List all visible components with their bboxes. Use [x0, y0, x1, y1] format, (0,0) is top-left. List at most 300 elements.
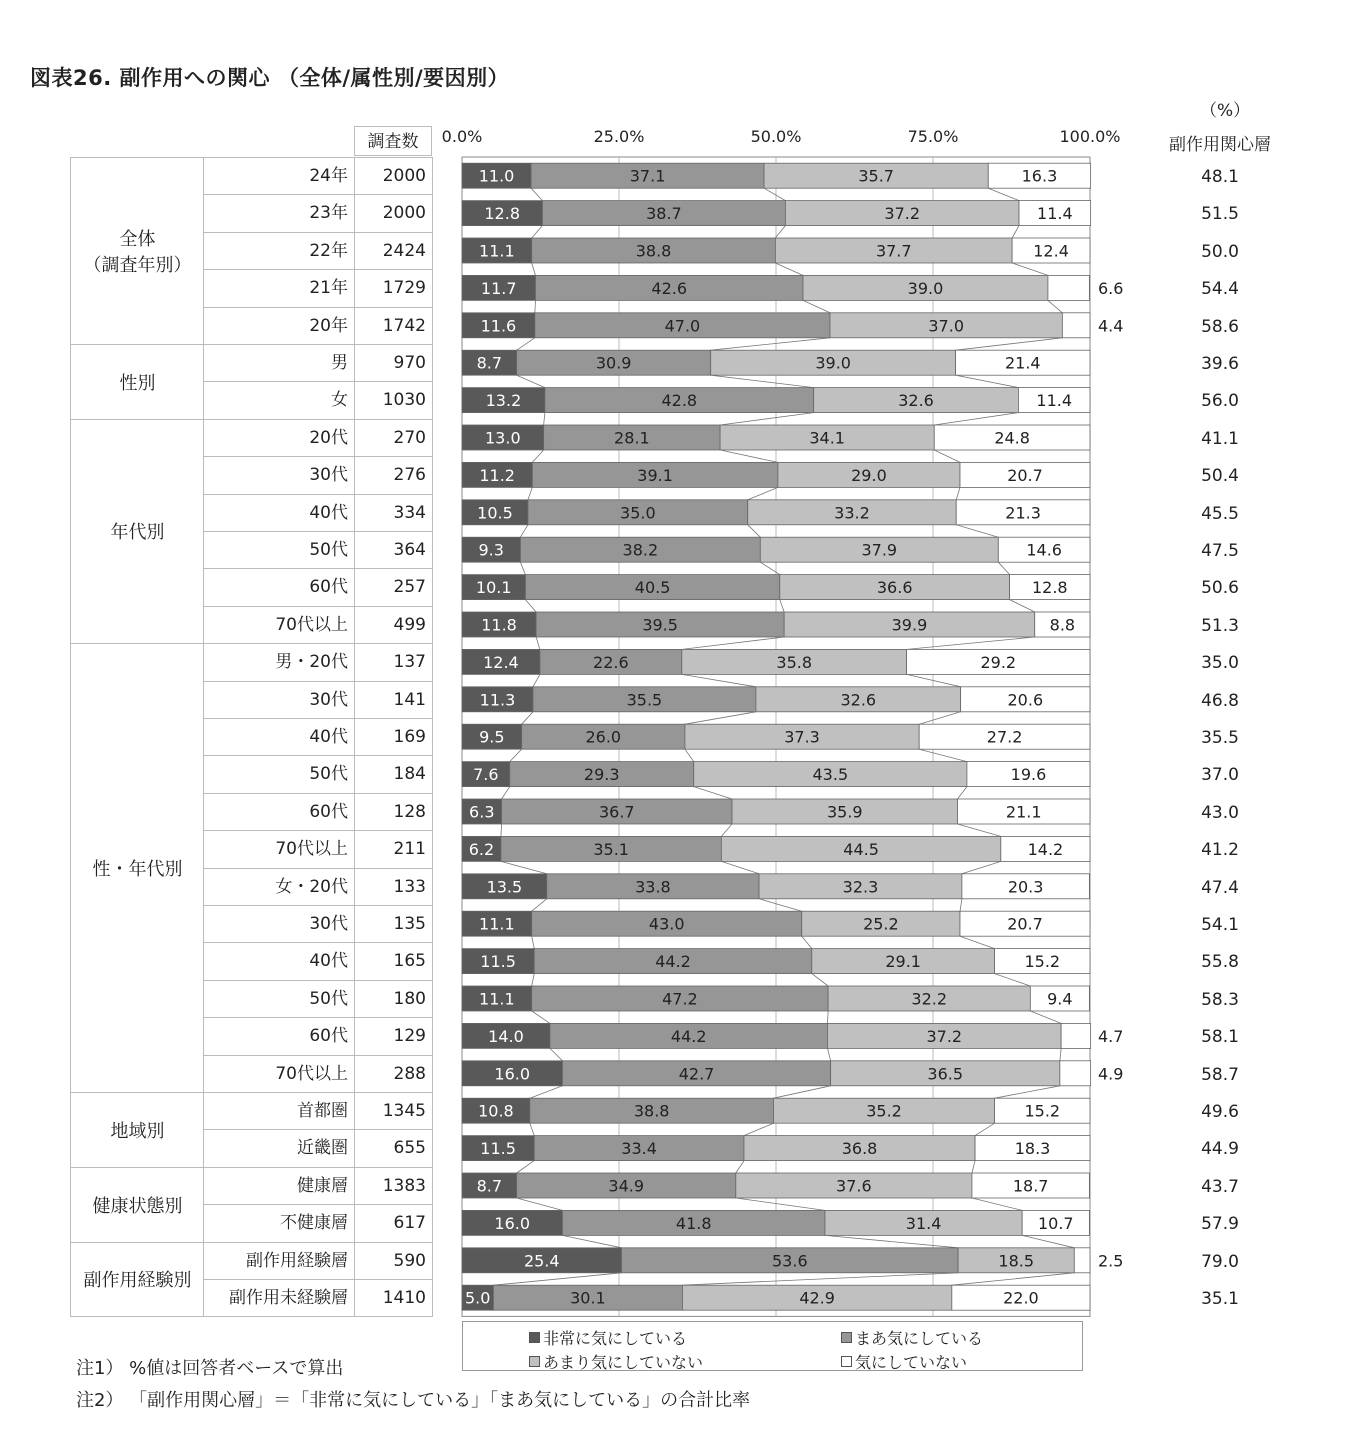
data-label-somewhat: 39.1: [637, 465, 673, 485]
data-label-notmuch: 35.2: [866, 1101, 902, 1121]
connector-line: [711, 375, 814, 387]
connector-line: [720, 413, 814, 425]
connector-line: [720, 450, 778, 462]
data-label-very: 11.5: [480, 1139, 516, 1159]
data-label-somewhat: 29.3: [583, 765, 620, 785]
note-1: 注1） %値は回答者ベースで算出: [76, 1358, 344, 1379]
data-label-somewhat: 42.6: [651, 278, 688, 298]
data-label-not: 20.6: [1007, 690, 1044, 710]
sample-size: 1383: [354, 1167, 433, 1205]
connector-line: [533, 674, 540, 686]
category-label: 女: [203, 381, 355, 419]
concern-value: 41.1: [1201, 428, 1239, 449]
data-label-somewhat: 43.0: [648, 914, 685, 934]
data-label-not: 2.5: [1098, 1251, 1124, 1271]
data-label-not: 10.7: [1037, 1213, 1074, 1233]
data-label-not: 21.3: [1005, 503, 1041, 523]
data-label-very: 14.0: [488, 1026, 524, 1046]
sample-size: 276: [354, 456, 433, 494]
data-label-not: 18.7: [1012, 1176, 1049, 1196]
data-label-notmuch: 25.2: [863, 914, 899, 934]
connector-line: [532, 263, 536, 275]
group-label-line: （調査年別）: [83, 255, 192, 276]
connector-line: [934, 413, 1018, 425]
data-label-not: 11.4: [1037, 204, 1073, 224]
concern-value: 56.0: [1201, 391, 1239, 412]
connector-line: [721, 861, 759, 873]
concern-value: 51.3: [1201, 615, 1239, 636]
data-label-notmuch: 31.4: [905, 1213, 942, 1233]
concern-value: 39.6: [1201, 354, 1239, 374]
connector-line: [957, 787, 966, 799]
connector-line: [532, 936, 535, 948]
data-label-somewhat: 35.0: [620, 503, 656, 523]
data-label-notmuch: 18.5: [998, 1251, 1035, 1271]
category-label: 男: [203, 344, 355, 382]
sample-size: 617: [354, 1204, 433, 1242]
connector-line: [711, 338, 830, 350]
connector-line: [780, 600, 784, 612]
data-label-somewhat: 26.0: [585, 727, 622, 747]
data-label-somewhat: 38.8: [635, 241, 672, 261]
connector-line: [562, 1235, 621, 1247]
sample-size: 1030: [354, 381, 433, 419]
sample-size: 1345: [354, 1092, 433, 1130]
data-label-very: 12.4: [483, 652, 519, 672]
connector-line: [522, 712, 533, 724]
concern-value: 37.0: [1201, 765, 1239, 786]
connector-line: [995, 1086, 1060, 1098]
sample-size: 499: [354, 606, 433, 644]
category-label: 不健康層: [203, 1204, 355, 1242]
concern-value: 57.9: [1201, 1214, 1239, 1235]
concern-value: 50.0: [1201, 241, 1239, 262]
category-label: 23年: [203, 194, 355, 232]
data-label-very: 11.3: [479, 690, 516, 710]
data-label-somewhat: 33.8: [635, 877, 671, 897]
data-label-not: 8.8: [1049, 615, 1076, 635]
connector-line: [744, 1123, 774, 1135]
data-label-very: 9.5: [479, 727, 505, 747]
group-label-line: 年代別: [110, 522, 165, 544]
data-label-somewhat: 44.2: [670, 1026, 707, 1046]
sample-size: 169: [354, 718, 433, 756]
data-label-notmuch: 37.2: [884, 204, 921, 224]
connector-line: [510, 749, 522, 761]
category-label: 20代: [203, 419, 355, 457]
connector-line: [764, 188, 785, 200]
data-label-not: 29.2: [980, 652, 1017, 672]
data-label-very: 11.8: [481, 615, 517, 635]
data-label-very: 11.7: [480, 278, 517, 298]
legend-item-very: [529, 1326, 687, 1349]
connector-line: [493, 1273, 621, 1285]
category-label: 健康層: [203, 1167, 355, 1205]
sample-size: 1742: [354, 307, 433, 345]
connector-line: [972, 1161, 975, 1173]
data-label-not: 21.4: [1004, 353, 1041, 373]
legend-label-somewhat: まあ気にしている: [855, 1329, 984, 1348]
data-label-somewhat: 35.1: [593, 839, 629, 859]
data-label-somewhat: 38.8: [633, 1101, 670, 1121]
data-label-somewhat: 53.6: [772, 1251, 808, 1271]
connector-line: [682, 1273, 958, 1285]
concern-value: 58.7: [1201, 1064, 1239, 1085]
group-label-line: 性別: [119, 372, 156, 394]
data-label-not: 15.2: [1024, 952, 1061, 972]
connector-line: [988, 188, 1019, 200]
sample-size: 137: [354, 643, 433, 681]
data-label-very: 8.7: [476, 353, 503, 373]
data-label-very: 11.5: [480, 952, 516, 972]
concern-value: 47.4: [1201, 877, 1239, 898]
data-label-very: 25.4: [523, 1251, 560, 1271]
sample-size: 288: [354, 1055, 433, 1093]
data-label-not: 18.3: [1014, 1139, 1051, 1159]
legend-label-very: 非常に気にしている: [543, 1329, 688, 1348]
data-label-very: 9.3: [478, 540, 504, 560]
connector-line: [803, 300, 830, 312]
data-label-very: 7.6: [473, 765, 499, 785]
sample-size: 970: [354, 344, 433, 382]
category-label: 70代以上: [203, 606, 355, 644]
concern-value: 58.1: [1201, 1027, 1239, 1048]
data-label-somewhat: 39.5: [642, 615, 678, 635]
legend-label-notmuch: あまり気にしていない: [543, 1353, 704, 1372]
data-label-somewhat: 42.7: [678, 1064, 715, 1084]
category-label: 21年: [203, 269, 355, 307]
data-label-very: 16.0: [494, 1064, 531, 1084]
connector-line: [1030, 1011, 1061, 1023]
concern-value: 35.0: [1201, 653, 1239, 674]
concern-value: 47.5: [1201, 541, 1239, 561]
data-label-notmuch: 37.0: [928, 316, 965, 336]
connector-line: [773, 1086, 830, 1098]
sample-size: 2424: [354, 232, 433, 270]
data-label-somewhat: 38.2: [622, 540, 659, 560]
category-label: 70代以上: [203, 830, 355, 868]
concern-value: 41.2: [1201, 840, 1239, 861]
data-label-very: 10.5: [477, 503, 513, 523]
data-label-very: 11.6: [480, 316, 517, 336]
data-label-very: 11.1: [479, 989, 515, 1009]
legend-swatch-somewhat: [841, 1332, 852, 1343]
data-label-not: 21.1: [1005, 802, 1042, 822]
sample-size: 2000: [354, 194, 433, 232]
legend-item-notmuch: [529, 1350, 703, 1373]
category-label: 30代: [203, 681, 355, 719]
data-label-somewhat: 41.8: [675, 1213, 712, 1233]
connector-line: [517, 338, 535, 350]
connector-line: [748, 525, 761, 537]
group-label-line: 性・年代別: [92, 859, 183, 881]
sample-size: 128: [354, 793, 433, 831]
connector-line: [934, 450, 960, 462]
base-count-header: 調査数: [354, 126, 432, 156]
connector-line: [998, 562, 1009, 574]
connector-line: [682, 674, 756, 686]
category-label: 40代: [203, 942, 355, 980]
category-label: 首都圏: [203, 1092, 355, 1130]
connector-line: [736, 1198, 825, 1210]
category-label: 50代: [203, 980, 355, 1018]
connector-line: [1060, 1048, 1061, 1060]
connector-line: [532, 226, 543, 238]
sample-size: 1729: [354, 269, 433, 307]
legend-label-not: 気にしていない: [855, 1353, 968, 1372]
data-label-notmuch: 36.8: [841, 1139, 878, 1159]
data-label-notmuch: 39.9: [891, 615, 928, 635]
sample-size: 141: [354, 681, 433, 719]
legend: [462, 1321, 1083, 1371]
data-label-very: 5.0: [464, 1288, 491, 1308]
data-label-not: 22.0: [1003, 1288, 1039, 1308]
connector-line: [907, 674, 961, 686]
data-label-somewhat: 36.7: [598, 802, 635, 822]
data-label-notmuch: 44.5: [843, 839, 879, 859]
data-label-not: 12.8: [1031, 578, 1068, 598]
category-label: 20年: [203, 307, 355, 345]
x-tick-label: 0.0%: [441, 127, 483, 146]
connector-line: [721, 824, 732, 836]
connector-line: [827, 1011, 828, 1023]
unit-label: （%）: [1200, 101, 1251, 121]
category-label: 22年: [203, 232, 355, 270]
sample-size: 257: [354, 568, 433, 606]
data-label-not: 14.6: [1026, 540, 1062, 560]
category-label: 副作用未経験層: [203, 1279, 355, 1317]
connector-line: [960, 899, 962, 911]
connector-line: [531, 188, 542, 200]
x-tick-label: 75.0%: [907, 127, 959, 146]
connector-line: [919, 749, 967, 761]
connector-line: [975, 1123, 994, 1135]
data-label-somewhat: 37.1: [629, 166, 666, 186]
data-label-not: 19.6: [1010, 765, 1047, 785]
category-label: 60代: [203, 568, 355, 606]
connector-line: [528, 487, 532, 499]
category-label: 男・20代: [203, 643, 355, 681]
data-label-notmuch: 32.6: [898, 391, 934, 411]
concern-value: 35.1: [1201, 1289, 1239, 1309]
concern-value: 45.5: [1201, 503, 1239, 524]
data-label-notmuch: 37.2: [926, 1026, 963, 1046]
category-label: 40代: [203, 494, 355, 532]
sample-size: 180: [354, 980, 433, 1018]
connector-line: [1010, 600, 1035, 612]
data-label-not: 4.7: [1098, 1026, 1124, 1046]
data-label-notmuch: 43.5: [812, 765, 849, 785]
category-label: 副作用経験層: [203, 1242, 355, 1280]
data-label-very: 13.5: [486, 877, 523, 897]
bar-not: [1060, 1061, 1091, 1086]
sample-size: 1410: [354, 1279, 433, 1317]
data-label-notmuch: 32.6: [840, 690, 877, 710]
data-label-very: 16.0: [494, 1213, 531, 1233]
category-label: 30代: [203, 905, 355, 943]
concern-header: 副作用関心層: [1169, 135, 1271, 155]
data-label-not: 20.7: [1007, 914, 1043, 934]
concern-value: 46.8: [1201, 690, 1239, 711]
data-label-very: 11.1: [479, 241, 515, 261]
connector-line: [1048, 300, 1062, 312]
data-label-not: 6.6: [1098, 278, 1124, 298]
chart-title: 図表26. 副作用への関心 （全体/属性別/要因別）: [30, 66, 510, 90]
connector-line: [960, 936, 995, 948]
connector-line: [748, 487, 778, 499]
category-label: 24年: [203, 157, 355, 195]
data-label-somewhat: 42.8: [661, 391, 698, 411]
concern-value: 51.5: [1201, 204, 1239, 225]
connector-line: [550, 1048, 563, 1060]
concern-value: 55.8: [1201, 952, 1239, 973]
data-label-somewhat: 35.5: [626, 690, 663, 710]
group-label-line: 副作用経験別: [83, 1270, 192, 1292]
connector-line: [520, 562, 525, 574]
concern-value: 43.7: [1201, 1176, 1239, 1197]
category-label: 60代: [203, 793, 355, 831]
data-label-notmuch: 32.3: [842, 877, 879, 897]
data-label-notmuch: 35.7: [858, 166, 894, 186]
connector-line: [535, 300, 536, 312]
connector-line: [502, 787, 510, 799]
concern-value: 50.6: [1201, 578, 1239, 599]
data-label-somewhat: 38.7: [646, 204, 682, 224]
sample-size: 184: [354, 755, 433, 793]
sample-size: 364: [354, 531, 433, 569]
data-label-not: 15.2: [1024, 1101, 1061, 1121]
bar-not: [1062, 313, 1090, 338]
category-label: 70代以上: [203, 1055, 355, 1093]
connector-line: [501, 861, 547, 873]
data-label-somewhat: 44.2: [655, 952, 691, 972]
data-label-very: 11.1: [479, 914, 515, 934]
data-label-very: 6.2: [468, 839, 495, 859]
data-label-not: 11.4: [1036, 391, 1073, 411]
data-label-notmuch: 42.9: [799, 1288, 835, 1308]
sample-size: 133: [354, 868, 433, 906]
data-label-notmuch: 37.9: [861, 540, 898, 560]
connector-line: [517, 1161, 535, 1173]
connector-line: [501, 824, 502, 836]
data-label-not: 20.7: [1007, 465, 1043, 485]
data-label-very: 6.3: [469, 802, 495, 822]
connector-line: [775, 263, 803, 275]
connector-line: [995, 974, 1031, 986]
connector-line: [532, 1011, 550, 1023]
data-label-notmuch: 32.2: [911, 989, 948, 1009]
concern-value: 43.0: [1201, 802, 1239, 823]
connector-line: [532, 450, 543, 462]
concern-value: 54.1: [1201, 915, 1239, 935]
concern-value: 50.4: [1201, 466, 1239, 487]
data-label-not: 24.8: [994, 428, 1030, 448]
x-tick-label: 50.0%: [750, 127, 802, 146]
connector-line: [525, 600, 536, 612]
sample-size: 590: [354, 1242, 433, 1280]
category-label: 近畿圏: [203, 1129, 355, 1167]
data-label-very: 11.2: [479, 465, 515, 485]
category-label: 50代: [203, 531, 355, 569]
connector-line: [736, 1161, 744, 1173]
category-label: 女・20代: [203, 868, 355, 906]
sample-size: 334: [354, 494, 433, 532]
note-2: 注2） 「副作用関心層」＝「非常に気にしている」「まあ気にしている」の合計比率: [76, 1390, 751, 1411]
group-label-line: 健康状態別: [92, 1195, 183, 1217]
category-label: 60代: [203, 1017, 355, 1055]
connector-line: [956, 487, 960, 499]
legend-item-somewhat: [841, 1326, 983, 1349]
sample-size: 2000: [354, 157, 433, 195]
data-label-somewhat: 47.0: [664, 316, 701, 336]
data-label-notmuch: 33.2: [834, 503, 870, 523]
connector-line: [532, 974, 535, 986]
data-label-not: 16.3: [1021, 166, 1058, 186]
concern-value: 58.3: [1201, 989, 1239, 1010]
bar-not: [1048, 275, 1089, 300]
connector-line: [694, 787, 732, 799]
data-label-very: 12.8: [484, 204, 521, 224]
sample-size: 165: [354, 942, 433, 980]
connector-line: [1022, 1235, 1074, 1247]
data-label-not: 9.4: [1047, 989, 1073, 1009]
connector-line: [759, 899, 802, 911]
x-tick-label: 25.0%: [593, 127, 645, 146]
data-label-very: 8.7: [476, 1176, 503, 1196]
data-label-not: 20.3: [1007, 877, 1044, 897]
connector-line: [775, 226, 785, 238]
data-label-not: 4.4: [1098, 316, 1124, 336]
connector-line: [685, 712, 756, 724]
legend-item-not: [841, 1350, 967, 1373]
data-label-very: 11.0: [478, 166, 515, 186]
x-tick-label: 100.0%: [1059, 127, 1121, 146]
connector-line: [827, 1048, 830, 1060]
connector-line: [956, 338, 1063, 350]
connector-line: [517, 375, 545, 387]
connector-line: [682, 637, 784, 649]
connector-line: [1012, 226, 1019, 238]
bar-not: [1061, 1023, 1091, 1048]
data-label-very: 13.0: [485, 428, 521, 448]
category-label: 30代: [203, 456, 355, 494]
connector-line: [685, 749, 694, 761]
data-label-notmuch: 29.0: [851, 465, 887, 485]
category-label: 50代: [203, 755, 355, 793]
connector-line: [956, 375, 1019, 387]
data-label-notmuch: 37.3: [784, 727, 820, 747]
connector-line: [907, 637, 1035, 649]
data-label-notmuch: 37.7: [875, 241, 912, 261]
group-label-line: 地域別: [110, 1120, 165, 1142]
concern-value: 58.6: [1201, 316, 1239, 337]
connector-line: [536, 637, 540, 649]
connector-line: [544, 413, 545, 425]
data-label-notmuch: 39.0: [815, 353, 851, 373]
data-label-notmuch: 36.6: [876, 578, 913, 598]
data-label-somewhat: 47.2: [662, 989, 698, 1009]
sample-size: 655: [354, 1129, 433, 1167]
data-label-somewhat: 28.1: [614, 428, 650, 448]
data-label-not: 4.9: [1098, 1064, 1124, 1084]
connector-line: [956, 525, 998, 537]
data-label-notmuch: 35.8: [776, 652, 813, 672]
legend-swatch-notmuch: [529, 1356, 540, 1367]
connector-line: [530, 1123, 534, 1135]
data-label-somewhat: 33.4: [621, 1139, 657, 1159]
concern-value: 79.0: [1201, 1251, 1239, 1272]
concern-value: 35.5: [1201, 728, 1239, 748]
